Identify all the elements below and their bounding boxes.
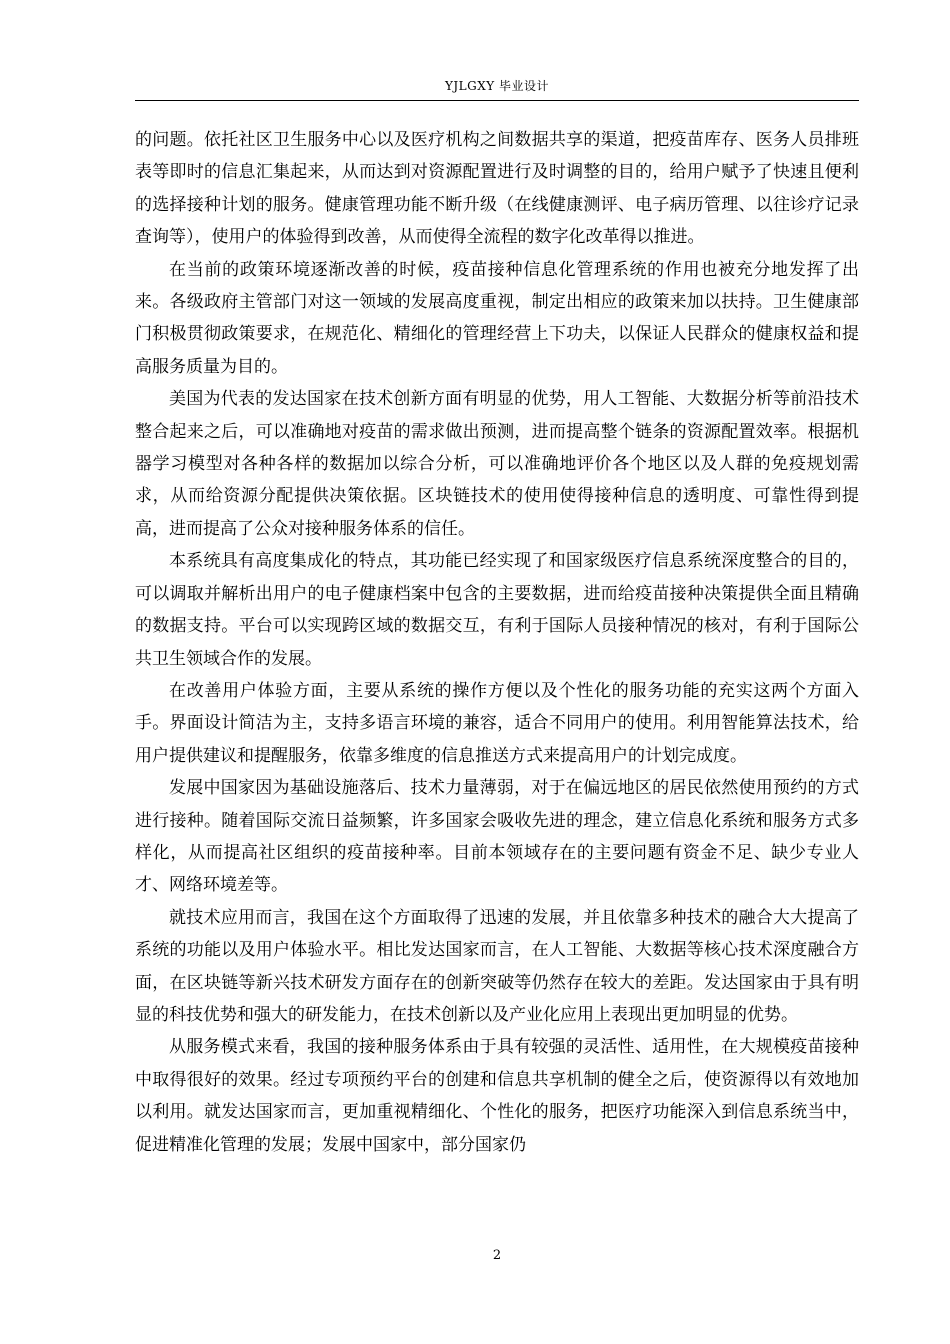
page-header: YJLGXY 毕业设计 (444, 79, 550, 93)
paragraph: 美国为代表的发达国家在技术创新方面有明显的优势，用人工智能、大数据分析等前沿技术整合起来之后，可以准确地对疫苗的需求做出预测，进而提高整个链条的资源配置效率。根据机器学习模型对各种各样的数据加以综合分析，可以准确地评价各个地区以及人群的免疫规划需求，从而给资源分配提供决策依据。区块链技术的使用使得接种信息的透明度、可靠性得到提高，进而提高了公众对接种服务体系的信任。 (135, 389, 859, 539)
paragraph: 从服务模式来看，我国的接种服务体系由于具有较强的灵活性、适用性，在大规模疫苗接种中取得很好的效果。经过专项预约平台的创建和信息共享机制的健全之后，使资源得以有效地加以利用。就发达国家而言，更加重视精细化、个性化的服务，把医疗功能深入到信息系统当中，促进精准化管理的发展；发展中国家中，部分国家仍 (135, 1037, 859, 1155)
paragraph: 在当前的政策环境逐渐改善的时候，疫苗接种信息化管理系统的作用也被充分地发挥了出来。各级政府主管部门对这一领域的发展高度重视，制定出相应的政策来加以扶持。卫生健康部门积极贯彻政策要求，在规范化、精细化的管理经营上下功夫，以保证人民群众的健康权益和提高服务质量为目的。 (135, 259, 859, 377)
page-body (135, 124, 859, 1161)
paragraph: 在改善用户体验方面，主要从系统的操作方便以及个性化的服务功能的充实这两个方面入手。界面设计简洁为主，支持多语言环境的兼容，适合不同用户的使用。利用智能算法技术，给用户提供建议和提醒服务，依靠多维度的信息推送方式来提高用户的计划完成度。 (135, 680, 859, 766)
page-number: 2 (492, 1248, 502, 1263)
paragraph: 发展中国家因为基础设施落后、技术力量薄弱，对于在偏远地区的居民依然使用预约的方式进行接种。随着国际交流日益频繁，许多国家会吸收先进的理念，建立信息化系统和服务方式多样化，从而提高社区组织的疫苗接种率。目前本领域存在的主要问题有资金不足、缺少专业人才、网络环境差等。 (135, 778, 859, 896)
paragraph: 本系统具有高度集成化的特点，其功能已经实现了和国家级医疗信息系统深度整合的目的，可以调取并解析出用户的电子健康档案中包含的主要数据，进而给疫苗接种决策提供全面且精确的数据支持。平台可以实现跨区域的数据交互，有利于国际人员接种情况的核对，有利于国际公共卫生领域合作的发展。 (135, 551, 859, 669)
paragraph: 就技术应用而言，我国在这个方面取得了迅速的发展，并且依靠多种技术的融合大大提高了系统的功能以及用户体验水平。相比发达国家而言，在人工智能、大数据等核心技术深度融合方面，在区块链等新兴技术研发方面存在的创新突破等仍然存在较大的差距。发达国家由于具有明显的科技优势和强大的研发能力，在技术创新以及产业化应用上表现出更加明显的优势。 (135, 907, 859, 1025)
paragraph-continuation: 的问题。依托社区卫生服务中心以及医疗机构之间数据共享的渠道，把疫苗库存、医务人员排班表等即时的信息汇集起来，从而达到对资源配置进行及时调整的目的，给用户赋予了快速且便利的选择接种计划的服务。健康管理功能不断升级（在线健康测评、电子病历管理、以往诊疗记录查询等），使用户的体验得到改善，从而使得全流程的数字化改革得以推进。 (135, 130, 859, 248)
header-divider (135, 100, 859, 101)
